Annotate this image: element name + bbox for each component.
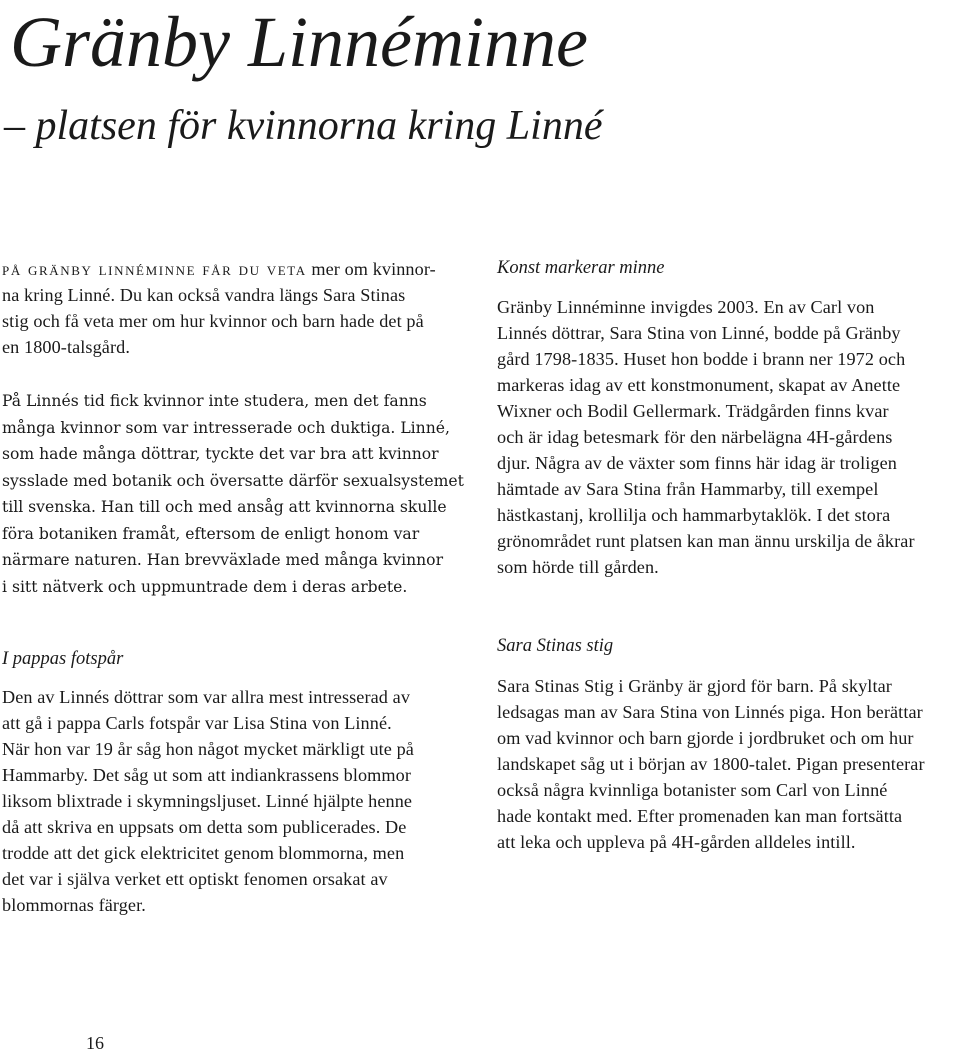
linne-line: sysslade med botanik och översatte därför sexualsystemet <box>2 471 464 490</box>
page-subtitle: – platsen för kvinnorna kring Linné <box>4 103 603 149</box>
pappas-line: liksom blixtrade i skymningsljuset. Linné hjälpte henne <box>2 791 413 811</box>
intro-line: en 1800-talsgård. <box>2 337 130 357</box>
intro-line-1-text: mer om kvinnor- <box>306 259 436 279</box>
page-number: 16 <box>86 1033 104 1053</box>
sara-line: landskapet såg ut i början av 1800-talet. Pigan presenterar <box>497 754 925 774</box>
konst-line: grönområdet runt platsen kan man ännu urskilja de åkrar <box>497 531 915 551</box>
pappas-line: Den av Linnés döttrar som var allra mest intresserad av <box>2 687 411 707</box>
konst-line: som hörde till gården. <box>497 557 659 577</box>
sara-line: ledsagas man av Sara Stina von Linnés piga. Hon berättar <box>497 702 923 722</box>
linne-line: närmare naturen. Han brevväxlade med många kvinnor <box>2 551 444 569</box>
linne-paragraph <box>2 388 464 600</box>
konst-line: gård 1798-1835. Huset hon bodde i brann ner 1972 och <box>497 349 906 369</box>
sara-line: att leka och uppleva på 4H-gården alldeles intill. <box>497 832 856 852</box>
sara-line: om vad kvinnor och barn gjorde i jordbruket och om hur <box>497 728 914 748</box>
sara-line: Sara Stinas Stig i Gränby är gjord för barn. På skyltar <box>497 676 892 696</box>
sara-line: också några kvinnliga botanister som Carl von Linné <box>497 780 888 800</box>
linne-line: som hade många döttrar, tyckte det var bra att kvinnor <box>2 445 439 463</box>
page-title: Gränby Linnéminne <box>10 2 588 82</box>
pappas-line: trodde att det gick elektricitet genom blommorna, men <box>2 843 405 863</box>
intro-smallcaps: på gränby linnéminne får du veta <box>2 259 307 279</box>
konst-line: markeras idag av ett konstmonument, skapat av Anette <box>497 375 901 395</box>
intro-line: stig och få veta mer om hur kvinnor och barn hade det på <box>2 311 424 331</box>
intro-line: na kring Linné. Du kan också vandra längs Sara Stinas <box>2 285 406 305</box>
pappas-paragraph <box>2 684 414 918</box>
linne-line: föra botaniken framåt, eftersom de enligt honom var <box>2 524 420 543</box>
konst-line: Gränby Linnéminne invigdes 2003. En av Carl von <box>497 297 875 317</box>
intro-paragraph <box>2 256 436 360</box>
konst-line: Wixner och Bodil Gellermark. Trädgården finns kvar <box>497 401 889 421</box>
linne-line: i sitt nätverk och uppmuntrade dem i deras arbete. <box>2 577 408 596</box>
pappas-line: då att skriva en uppsats om detta som publicerades. De <box>2 817 407 837</box>
linne-line: På Linnés tid fick kvinnor inte studera, men det fanns <box>2 392 427 410</box>
konst-line: och är idag betesmark för den närbelägna 4H-gårdens <box>497 427 893 447</box>
pappas-line: att gå i pappa Carls fotspår var Lisa Stina von Linné. <box>2 713 392 733</box>
konst-heading: Konst markerar minne <box>497 258 665 278</box>
konst-line: hämtade av Sara Stina från Hammarby, till exempel <box>497 479 879 499</box>
pappas-heading: I pappas fotspår <box>2 649 124 669</box>
linne-line: många kvinnor som var intresserade och duktiga. Linné, <box>2 418 450 437</box>
pappas-line: det var i själva verket ett optiskt fenomen orsakat av <box>2 869 388 889</box>
sara-paragraph <box>497 673 925 855</box>
konst-line: Linnés döttrar, Sara Stina von Linné, bodde på Gränby <box>497 323 901 343</box>
pappas-line: När hon var 19 år såg hon något mycket märkligt ute på <box>2 739 414 759</box>
konst-line: djur. Några av de växter som finns här idag är troligen <box>497 453 897 473</box>
sara-heading: Sara Stinas stig <box>497 636 614 656</box>
sara-line: hade kontakt med. Efter promenaden kan man fortsätta <box>497 806 903 826</box>
konst-line: hästkastanj, krollilja och hammarbytaklök. I det stora <box>497 505 891 525</box>
pappas-line: blommornas färger. <box>2 895 146 915</box>
intro-line-1 <box>2 256 436 282</box>
pappas-line: Hammarby. Det såg ut som att indiankrassens blommor <box>2 765 412 785</box>
konst-paragraph <box>497 294 915 580</box>
linne-line: till svenska. Han till och med ansåg att kvinnorna skulle <box>2 498 447 516</box>
